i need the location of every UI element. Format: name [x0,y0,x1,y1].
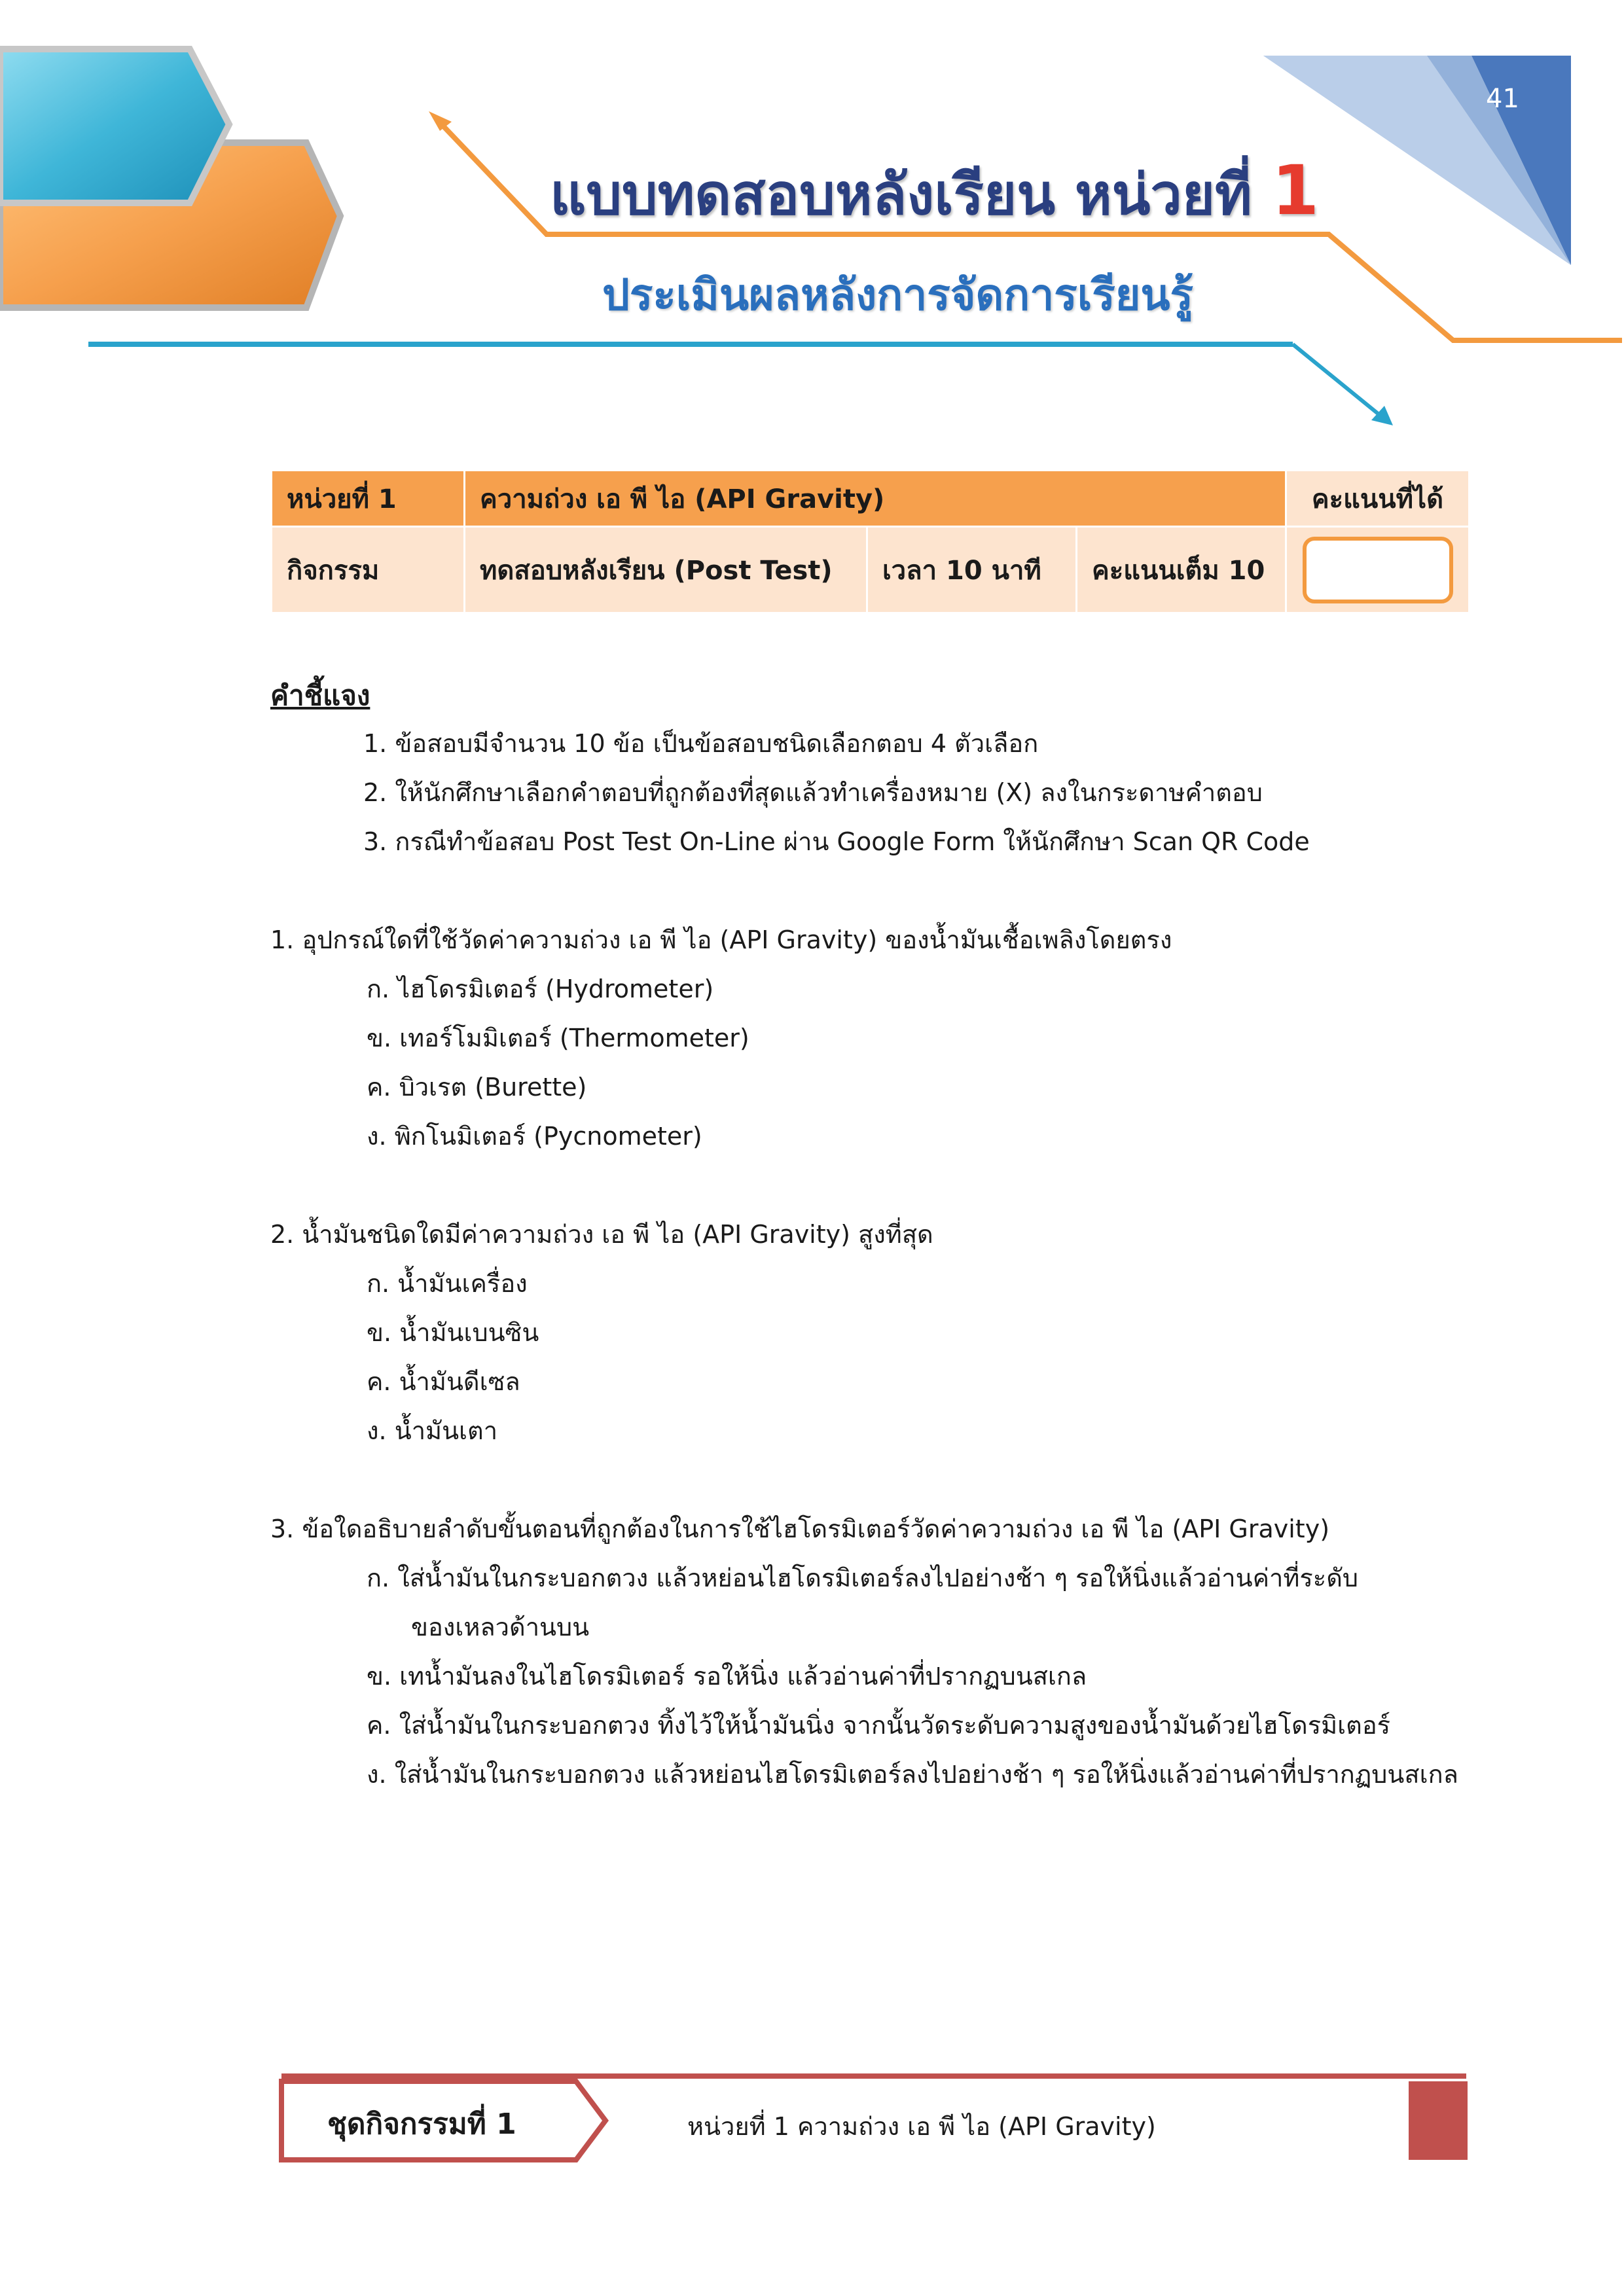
page-title-text: แบบทดสอบหลังเรียน หน่วยที่ [550,162,1252,228]
full-score-label: คะแนนเต็ม 10 [1077,527,1286,613]
instruction-item: 2. ให้นักศึกษาเลือกคำตอบที่ถูกต้องที่สุดแล้วทำเครื่องหมาย (X) ลงในกระดาษคำตอบ [363,778,1263,807]
instructions-heading: คำชี้แจง [270,679,370,711]
question-3-option-d[interactable]: ง. ใส่น้ำมันในกระบอกตวง แล้วหย่อนไฮโดรมิเตอร์ลงไปอย่างช้า ๆ รอให้นิ่งแล้วอ่านค่าที่ปรากฏบนสเกล [367,1760,1458,1789]
question-2-option-d[interactable]: ง. น้ำมันเตา [367,1416,498,1445]
question-1: 1. อุปกรณ์ใดที่ใช้วัดค่าความถ่วง เอ พี ไอ (API Gravity) ของน้ำมันเชื้อเพลิงโดยตรง [270,925,1172,954]
instruction-item: 3. กรณีทำข้อสอบ Post Test On-Line ผ่าน Google Form ให้นักศึกษา Scan QR Code [363,827,1310,856]
footer-set-name: ชุดกิจกรรมที่ 1 [327,2108,516,2141]
footer-unit-text: หน่วยที่ 1 ความถ่วง เอ พี ไอ (API Gravity) [687,2112,1156,2141]
question-2-option-b[interactable]: ข. น้ำมันเบนซิน [367,1318,539,1347]
cyan-chevron-shape [0,49,229,203]
unit-label: หน่วยที่ 1 [272,471,465,527]
activity-title: ทดสอบหลังเรียน (Post Test) [465,527,867,613]
instruction-item: 1. ข้อสอบมีจำนวน 10 ข้อ เป็นข้อสอบชนิดเลือกตอบ 4 ตัวเลือก [363,729,1039,758]
activity-label: กิจกรรม [272,527,465,613]
page-number: 41 [1486,84,1519,114]
page-title [550,149,1375,239]
question-2: 2. น้ำมันชนิดใดมีค่าความถ่วง เอ พี ไอ (API Gravity) สูงที่สุด [270,1220,933,1249]
question-2-option-a[interactable]: ก. น้ำมันเครื่อง [367,1269,528,1298]
info-table [270,469,1470,614]
info-table-row-unit [272,471,1470,527]
question-3-option-b[interactable]: ข. เทน้ำมันลงในไฮโดรมิเตอร์ รอให้นิ่ง แล้วอ่านค่าที่ปรากฏบนสเกล [367,1662,1087,1691]
question-1-option-c[interactable]: ค. บิวเรต (Burette) [367,1073,587,1102]
time-label: เวลา 10 นาที [867,527,1077,613]
question-3-option-a-continued: ของเหลวด้านบน [411,1613,590,1641]
page-subtitle: ประเมินผลหลังการจัดการเรียนรู้ [602,270,1193,320]
question-1-option-d[interactable]: ง. พิกโนมิเตอร์ (Pycnometer) [367,1122,702,1151]
question-3: 3. ข้อใดอธิบายลำดับขั้นตอนที่ถูกต้องในการใช้ไฮโดรมิเตอร์วัดค่าความถ่วง เอ พี ไอ (API Gravity) [270,1515,1330,1543]
page-title-number: 1 [1271,151,1320,230]
question-3-option-a[interactable]: ก. ใส่น้ำมันในกระบอกตวง แล้วหย่อนไฮโดรมิเตอร์ลงไปอย่างช้า ๆ รอให้นิ่งแล้วอ่านค่าที่ระดับ [367,1564,1358,1592]
footer-color-block [1409,2081,1468,2160]
info-table-row-activity [272,527,1470,613]
score-input-box[interactable] [1303,537,1453,603]
score-label: คะแนนที่ได้ [1286,471,1470,527]
unit-title: ความถ่วง เอ พี ไอ (API Gravity) [465,471,1286,527]
question-2-option-c[interactable]: ค. น้ำมันดีเซล [367,1367,520,1396]
score-cell [1286,527,1470,613]
question-1-option-a[interactable]: ก. ไฮโดรมิเตอร์ (Hydrometer) [367,975,714,1003]
question-3-option-c[interactable]: ค. ใส่น้ำมันในกระบอกตวง ทิ้งไว้ให้น้ำมันนิ่ง จากนั้นวัดระดับความสูงของน้ำมันด้วยไฮโดรมิเตอร์ [367,1711,1391,1740]
question-1-option-b[interactable]: ข. เทอร์โมมิเตอร์ (Thermometer) [367,1024,749,1052]
